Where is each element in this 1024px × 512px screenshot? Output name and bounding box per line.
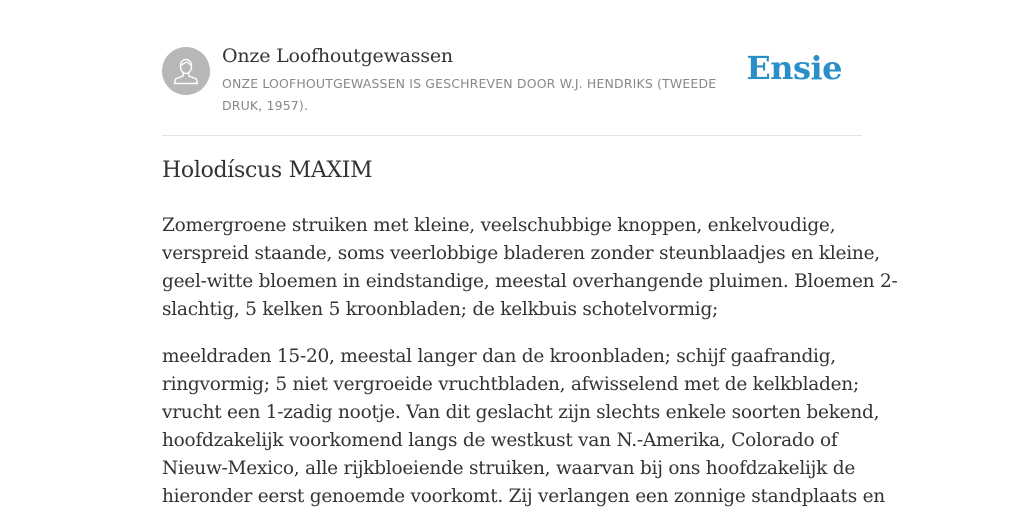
text-line: vrucht een 1-zadig nootje. Van dit geslacht zijn slechts enkele soorten bekend, (162, 402, 880, 423)
book-description (222, 73, 752, 117)
text-line: Nieuw-Mexico, alle rijkbloeiende struiken, waarvan bij ons hoofdzakelijk de (162, 458, 856, 479)
book-title[interactable]: Onze Loofhoutgewassen (222, 45, 453, 67)
book-description-line: ONZE LOOFHOUTGEWASSEN IS GESCHREVEN DOOR W.J. HENDRIKS (TWEEDE (222, 76, 717, 91)
text-line: ringvormig; 5 niet vergroeide vruchtbladen, afwisselend met de kelkbladen; (162, 374, 859, 395)
text-line: hoofdzakelijk voorkomend langs de westkust van N.-Amerika, Colorado of (162, 430, 838, 451)
text-line: Zomergroene struiken met kleine, veelschubbige knoppen, enkelvoudige, (162, 215, 836, 236)
text-line: geel-witte bloemen in eindstandige, meestal overhangende pluimen. Bloemen 2- (162, 271, 898, 292)
book-description-line: DRUK, 1957). (222, 98, 309, 113)
entry-body (162, 212, 898, 512)
user-silhouette-icon[interactable] (162, 47, 210, 95)
text-line: hieronder eerst genoemde voorkomt. Zij verlangen een zonnige standplaats en (162, 486, 885, 507)
text-line: meeldraden 15-20, meestal langer dan de kroonbladen; schijf gaafrandig, (162, 346, 836, 367)
paragraph (162, 212, 898, 324)
header-divider (162, 135, 862, 136)
text-line: verspreid staande, soms veerlobbige bladeren zonder steunblaadjes en kleine, (162, 243, 880, 264)
entry-title: Holodíscus MAXIM (162, 158, 373, 183)
text-line: slachtig, 5 kelken 5 kroonbladen; de kelkbuis schotelvormig; (162, 299, 719, 320)
paragraph (162, 343, 885, 511)
ensie-logo[interactable]: Ensie (746, 49, 842, 87)
